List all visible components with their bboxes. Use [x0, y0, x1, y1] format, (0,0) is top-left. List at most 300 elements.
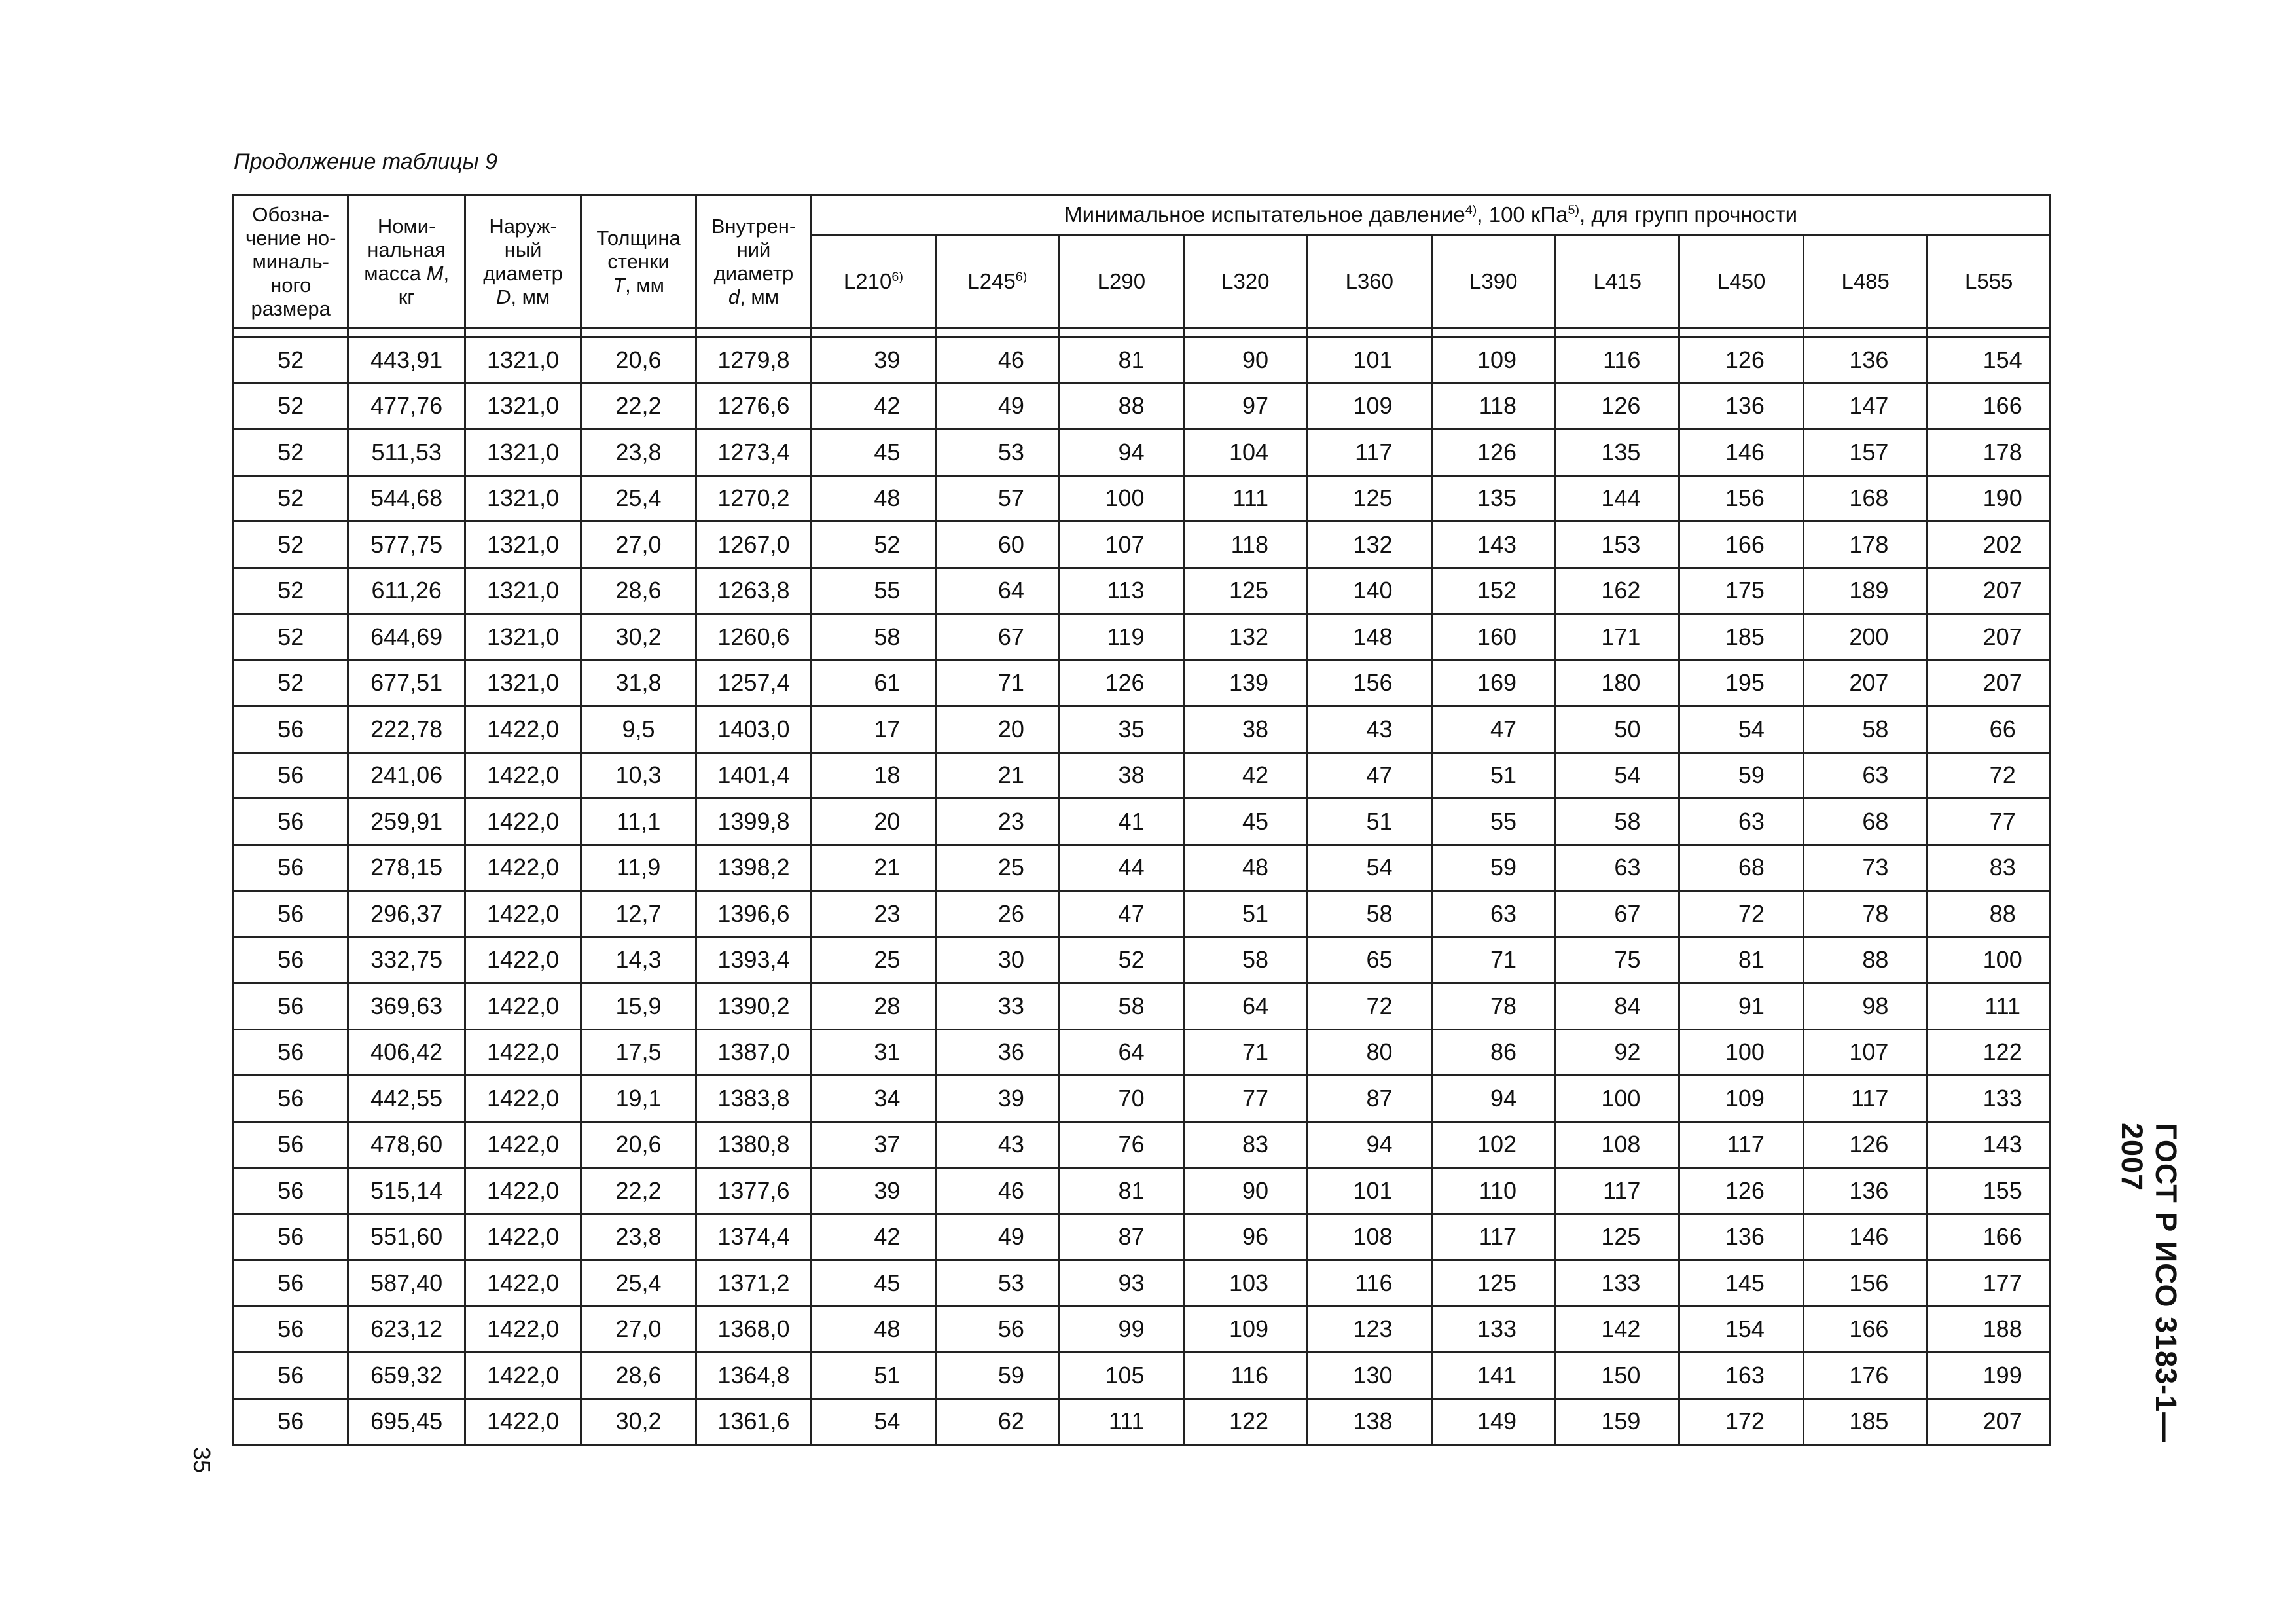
table-row — [234, 937, 2051, 983]
cell-inner-diameter: 1276,6 — [696, 383, 811, 429]
cell-l555: 77 — [1928, 799, 2051, 845]
cell-designation: 56 — [234, 1214, 348, 1260]
cell-l555: 100 — [1928, 937, 2051, 983]
cell-l390: 110 — [1431, 1168, 1555, 1214]
cell-l555: 207 — [1928, 614, 2051, 661]
cell-l210: 28 — [812, 983, 935, 1030]
cell-wall-thickness: 20,6 — [581, 337, 696, 384]
cell-designation: 52 — [234, 383, 348, 429]
cell-inner-diameter: 1368,0 — [696, 1306, 811, 1353]
cell-l290: 99 — [1060, 1306, 1183, 1353]
table-row — [234, 752, 2051, 799]
cell-l290: 64 — [1060, 1029, 1183, 1076]
cell-l390: 169 — [1431, 660, 1555, 706]
cell-designation: 56 — [234, 845, 348, 891]
header-grade-l555: L555 — [1928, 235, 2051, 329]
cell-outer-diameter: 1422,0 — [465, 1306, 581, 1353]
cell-l415: 126 — [1556, 383, 1679, 429]
cell-outer-diameter: 1321,0 — [465, 383, 581, 429]
cell-l555: 154 — [1928, 337, 2051, 384]
cell-l450: 68 — [1679, 845, 1803, 891]
cell-wall-thickness: 25,4 — [581, 475, 696, 522]
cell-wall-thickness: 14,3 — [581, 937, 696, 983]
cell-l290: 100 — [1060, 475, 1183, 522]
table-row — [234, 660, 2051, 706]
cell-l450: 117 — [1679, 1122, 1803, 1168]
cell-l450: 163 — [1679, 1353, 1803, 1399]
cell-l450: 145 — [1679, 1260, 1803, 1307]
cell-l450: 172 — [1679, 1398, 1803, 1445]
cell-l360: 87 — [1308, 1076, 1431, 1122]
cell-l210: 23 — [812, 891, 935, 938]
cell-l485: 98 — [1803, 983, 1927, 1030]
cell-l290: 70 — [1060, 1076, 1183, 1122]
cell-l210: 17 — [812, 706, 935, 753]
cell-l360: 72 — [1308, 983, 1431, 1030]
cell-mass: 369,63 — [348, 983, 465, 1030]
cell-l390: 55 — [1431, 799, 1555, 845]
cell-l390: 86 — [1431, 1029, 1555, 1076]
cell-l450: 166 — [1679, 522, 1803, 568]
table-row — [234, 383, 2051, 429]
cell-l290: 126 — [1060, 660, 1183, 706]
cell-l245: 43 — [935, 1122, 1059, 1168]
cell-l485: 166 — [1803, 1306, 1927, 1353]
cell-l450: 126 — [1679, 1168, 1803, 1214]
cell-l245: 49 — [935, 1214, 1059, 1260]
cell-l210: 48 — [812, 475, 935, 522]
cell-l450: 126 — [1679, 337, 1803, 384]
table-row — [234, 475, 2051, 522]
header-designation: Обозна- чение но- миналь- ного размера — [234, 195, 348, 329]
cell-designation: 56 — [234, 1260, 348, 1307]
cell-l390: 59 — [1431, 845, 1555, 891]
cell-mass: 551,60 — [348, 1214, 465, 1260]
cell-designation: 52 — [234, 337, 348, 384]
cell-l245: 60 — [935, 522, 1059, 568]
cell-l360: 138 — [1308, 1398, 1431, 1445]
cell-l555: 166 — [1928, 1214, 2051, 1260]
cell-mass: 695,45 — [348, 1398, 465, 1445]
cell-l210: 37 — [812, 1122, 935, 1168]
cell-l290: 47 — [1060, 891, 1183, 938]
cell-l360: 80 — [1308, 1029, 1431, 1076]
cell-l290: 58 — [1060, 983, 1183, 1030]
table-row — [234, 1260, 2051, 1307]
cell-l485: 63 — [1803, 752, 1927, 799]
cell-l555: 133 — [1928, 1076, 2051, 1122]
table-row — [234, 706, 2051, 753]
cell-wall-thickness: 28,6 — [581, 568, 696, 614]
cell-designation: 56 — [234, 752, 348, 799]
cell-inner-diameter: 1399,8 — [696, 799, 811, 845]
cell-l210: 61 — [812, 660, 935, 706]
cell-l555: 111 — [1928, 983, 2051, 1030]
cell-l485: 107 — [1803, 1029, 1927, 1076]
cell-l320: 103 — [1183, 1260, 1307, 1307]
cell-l390: 71 — [1431, 937, 1555, 983]
cell-l450: 59 — [1679, 752, 1803, 799]
cell-designation: 52 — [234, 614, 348, 661]
cell-l245: 67 — [935, 614, 1059, 661]
cell-l390: 109 — [1431, 337, 1555, 384]
cell-l245: 57 — [935, 475, 1059, 522]
cell-designation: 52 — [234, 429, 348, 476]
cell-wall-thickness: 23,8 — [581, 429, 696, 476]
cell-l390: 118 — [1431, 383, 1555, 429]
cell-mass: 577,75 — [348, 522, 465, 568]
cell-l450: 156 — [1679, 475, 1803, 522]
table-row — [234, 522, 2051, 568]
cell-outer-diameter: 1321,0 — [465, 614, 581, 661]
cell-l320: 38 — [1183, 706, 1307, 753]
cell-l485: 176 — [1803, 1353, 1927, 1399]
cell-l390: 125 — [1431, 1260, 1555, 1307]
cell-l245: 53 — [935, 1260, 1059, 1307]
cell-l415: 133 — [1556, 1260, 1679, 1307]
cell-l450: 175 — [1679, 568, 1803, 614]
cell-wall-thickness: 9,5 — [581, 706, 696, 753]
cell-outer-diameter: 1321,0 — [465, 337, 581, 384]
cell-designation: 56 — [234, 1168, 348, 1214]
cell-l245: 49 — [935, 383, 1059, 429]
header-grade-l450: L450 — [1679, 235, 1803, 329]
cell-l320: 97 — [1183, 383, 1307, 429]
cell-l290: 119 — [1060, 614, 1183, 661]
cell-l485: 78 — [1803, 891, 1927, 938]
header-grade-l390: L390 — [1431, 235, 1555, 329]
cell-l245: 33 — [935, 983, 1059, 1030]
cell-l485: 68 — [1803, 799, 1927, 845]
cell-l360: 51 — [1308, 799, 1431, 845]
cell-l485: 136 — [1803, 337, 1927, 384]
header-grade-l290: L290 — [1060, 235, 1183, 329]
cell-l210: 34 — [812, 1076, 935, 1122]
cell-l450: 100 — [1679, 1029, 1803, 1076]
cell-l320: 118 — [1183, 522, 1307, 568]
cell-l555: 207 — [1928, 1398, 2051, 1445]
cell-l210: 48 — [812, 1306, 935, 1353]
table-row — [234, 337, 2051, 384]
header-grade-l485: L485 — [1803, 235, 1927, 329]
cell-l415: 150 — [1556, 1353, 1679, 1399]
cell-l360: 140 — [1308, 568, 1431, 614]
cell-outer-diameter: 1422,0 — [465, 891, 581, 938]
cell-l290: 107 — [1060, 522, 1183, 568]
cell-mass: 222,78 — [348, 706, 465, 753]
cell-designation: 56 — [234, 799, 348, 845]
cell-l210: 42 — [812, 1214, 935, 1260]
cell-designation: 56 — [234, 1076, 348, 1122]
cell-l415: 180 — [1556, 660, 1679, 706]
cell-designation: 56 — [234, 1122, 348, 1168]
cell-inner-diameter: 1403,0 — [696, 706, 811, 753]
cell-l390: 47 — [1431, 706, 1555, 753]
cell-wall-thickness: 30,2 — [581, 1398, 696, 1445]
cell-mass: 587,40 — [348, 1260, 465, 1307]
cell-l360: 65 — [1308, 937, 1431, 983]
cell-l320: 58 — [1183, 937, 1307, 983]
cell-l360: 130 — [1308, 1353, 1431, 1399]
cell-l320: 96 — [1183, 1214, 1307, 1260]
cell-wall-thickness: 22,2 — [581, 1168, 696, 1214]
cell-l320: 139 — [1183, 660, 1307, 706]
cell-l415: 92 — [1556, 1029, 1679, 1076]
cell-designation: 56 — [234, 891, 348, 938]
cell-designation: 56 — [234, 1029, 348, 1076]
cell-l245: 25 — [935, 845, 1059, 891]
cell-l390: 78 — [1431, 983, 1555, 1030]
cell-wall-thickness: 28,6 — [581, 1353, 696, 1399]
cell-l485: 117 — [1803, 1076, 1927, 1122]
cell-wall-thickness: 30,2 — [581, 614, 696, 661]
cell-l245: 30 — [935, 937, 1059, 983]
cell-l210: 55 — [812, 568, 935, 614]
cell-l210: 51 — [812, 1353, 935, 1399]
cell-mass: 406,42 — [348, 1029, 465, 1076]
cell-l290: 87 — [1060, 1214, 1183, 1260]
header-spacer — [234, 329, 2051, 337]
cell-outer-diameter: 1422,0 — [465, 1214, 581, 1260]
cell-l555: 122 — [1928, 1029, 2051, 1076]
cell-inner-diameter: 1396,6 — [696, 891, 811, 938]
cell-l245: 71 — [935, 660, 1059, 706]
cell-l485: 189 — [1803, 568, 1927, 614]
cell-mass: 544,68 — [348, 475, 465, 522]
cell-l210: 39 — [812, 337, 935, 384]
cell-outer-diameter: 1321,0 — [465, 660, 581, 706]
cell-l415: 142 — [1556, 1306, 1679, 1353]
cell-l485: 146 — [1803, 1214, 1927, 1260]
cell-outer-diameter: 1422,0 — [465, 983, 581, 1030]
cell-l415: 117 — [1556, 1168, 1679, 1214]
cell-l390: 133 — [1431, 1306, 1555, 1353]
cell-l555: 177 — [1928, 1260, 2051, 1307]
cell-l485: 88 — [1803, 937, 1927, 983]
table-row — [234, 891, 2051, 938]
cell-l415: 58 — [1556, 799, 1679, 845]
cell-l360: 47 — [1308, 752, 1431, 799]
cell-l555: 190 — [1928, 475, 2051, 522]
cell-mass: 241,06 — [348, 752, 465, 799]
cell-l485: 207 — [1803, 660, 1927, 706]
cell-l320: 48 — [1183, 845, 1307, 891]
cell-inner-diameter: 1393,4 — [696, 937, 811, 983]
document-standard-title: ГОСТ Р ИСО 3183-1—2007 — [2115, 1123, 2183, 1443]
page-number: 35 — [188, 1446, 215, 1474]
cell-l415: 100 — [1556, 1076, 1679, 1122]
cell-wall-thickness: 12,7 — [581, 891, 696, 938]
cell-l360: 101 — [1308, 337, 1431, 384]
cell-inner-diameter: 1387,0 — [696, 1029, 811, 1076]
header-inner-diameter: Внутрен- ний диаметр d, мм — [696, 195, 811, 329]
cell-l210: 45 — [812, 429, 935, 476]
cell-l245: 20 — [935, 706, 1059, 753]
cell-l210: 18 — [812, 752, 935, 799]
cell-l415: 162 — [1556, 568, 1679, 614]
cell-l245: 64 — [935, 568, 1059, 614]
cell-l485: 58 — [1803, 706, 1927, 753]
cell-l555: 88 — [1928, 891, 2051, 938]
cell-l485: 168 — [1803, 475, 1927, 522]
cell-l320: 64 — [1183, 983, 1307, 1030]
cell-inner-diameter: 1380,8 — [696, 1122, 811, 1168]
table-row — [234, 614, 2051, 661]
cell-inner-diameter: 1390,2 — [696, 983, 811, 1030]
cell-l290: 76 — [1060, 1122, 1183, 1168]
cell-l415: 125 — [1556, 1214, 1679, 1260]
cell-l390: 117 — [1431, 1214, 1555, 1260]
cell-l245: 59 — [935, 1353, 1059, 1399]
table-row — [234, 845, 2051, 891]
header-grade-l415: L415 — [1556, 235, 1679, 329]
table-row — [234, 1398, 2051, 1445]
cell-l290: 111 — [1060, 1398, 1183, 1445]
cell-l360: 132 — [1308, 522, 1431, 568]
cell-outer-diameter: 1321,0 — [465, 568, 581, 614]
cell-inner-diameter: 1257,4 — [696, 660, 811, 706]
table-row — [234, 1076, 2051, 1122]
cell-l360: 116 — [1308, 1260, 1431, 1307]
header-grade-l360: L360 — [1308, 235, 1431, 329]
cell-outer-diameter: 1422,0 — [465, 937, 581, 983]
cell-l210: 31 — [812, 1029, 935, 1076]
cell-designation: 52 — [234, 475, 348, 522]
cell-l450: 185 — [1679, 614, 1803, 661]
cell-l360: 109 — [1308, 383, 1431, 429]
header-outer-diameter: Наруж- ный диаметр D, мм — [465, 195, 581, 329]
cell-outer-diameter: 1422,0 — [465, 752, 581, 799]
cell-l555: 178 — [1928, 429, 2051, 476]
cell-wall-thickness: 20,6 — [581, 1122, 696, 1168]
cell-l390: 152 — [1431, 568, 1555, 614]
cell-l210: 25 — [812, 937, 935, 983]
cell-l320: 83 — [1183, 1122, 1307, 1168]
table-row — [234, 983, 2051, 1030]
cell-designation: 56 — [234, 1353, 348, 1399]
cell-mass: 296,37 — [348, 891, 465, 938]
cell-l360: 94 — [1308, 1122, 1431, 1168]
cell-outer-diameter: 1422,0 — [465, 1029, 581, 1076]
table-row — [234, 568, 2051, 614]
cell-outer-diameter: 1422,0 — [465, 799, 581, 845]
cell-wall-thickness: 31,8 — [581, 660, 696, 706]
cell-outer-diameter: 1422,0 — [465, 1122, 581, 1168]
cell-l450: 72 — [1679, 891, 1803, 938]
cell-inner-diameter: 1263,8 — [696, 568, 811, 614]
cell-designation: 52 — [234, 522, 348, 568]
cell-l485: 157 — [1803, 429, 1927, 476]
cell-l320: 71 — [1183, 1029, 1307, 1076]
cell-l415: 153 — [1556, 522, 1679, 568]
cell-l450: 154 — [1679, 1306, 1803, 1353]
cell-l415: 135 — [1556, 429, 1679, 476]
cell-wall-thickness: 15,9 — [581, 983, 696, 1030]
cell-l485: 156 — [1803, 1260, 1927, 1307]
cell-l360: 125 — [1308, 475, 1431, 522]
cell-l210: 21 — [812, 845, 935, 891]
cell-l210: 58 — [812, 614, 935, 661]
cell-l555: 199 — [1928, 1353, 2051, 1399]
cell-l415: 144 — [1556, 475, 1679, 522]
table-row — [234, 1214, 2051, 1260]
cell-l555: 72 — [1928, 752, 2051, 799]
cell-l320: 42 — [1183, 752, 1307, 799]
cell-mass: 442,55 — [348, 1076, 465, 1122]
cell-l360: 108 — [1308, 1214, 1431, 1260]
cell-l390: 94 — [1431, 1076, 1555, 1122]
cell-l415: 50 — [1556, 706, 1679, 753]
cell-outer-diameter: 1422,0 — [465, 1168, 581, 1214]
cell-l555: 155 — [1928, 1168, 2051, 1214]
cell-wall-thickness: 27,0 — [581, 522, 696, 568]
table-row — [234, 1353, 2051, 1399]
cell-l320: 77 — [1183, 1076, 1307, 1122]
cell-outer-diameter: 1422,0 — [465, 1353, 581, 1399]
cell-l210: 42 — [812, 383, 935, 429]
cell-designation: 52 — [234, 660, 348, 706]
cell-l555: 188 — [1928, 1306, 2051, 1353]
cell-l555: 143 — [1928, 1122, 2051, 1168]
cell-l450: 136 — [1679, 1214, 1803, 1260]
cell-l555: 207 — [1928, 660, 2051, 706]
cell-mass: 611,26 — [348, 568, 465, 614]
cell-designation: 56 — [234, 1306, 348, 1353]
header-wall-thickness: Толщина стенки T, мм — [581, 195, 696, 329]
cell-mass: 259,91 — [348, 799, 465, 845]
cell-wall-thickness: 25,4 — [581, 1260, 696, 1307]
cell-outer-diameter: 1321,0 — [465, 429, 581, 476]
cell-l390: 102 — [1431, 1122, 1555, 1168]
table-row — [234, 799, 2051, 845]
cell-l290: 93 — [1060, 1260, 1183, 1307]
cell-l320: 122 — [1183, 1398, 1307, 1445]
cell-l290: 52 — [1060, 937, 1183, 983]
cell-l485: 147 — [1803, 383, 1927, 429]
cell-mass: 511,53 — [348, 429, 465, 476]
cell-l390: 141 — [1431, 1353, 1555, 1399]
cell-l450: 195 — [1679, 660, 1803, 706]
cell-l290: 113 — [1060, 568, 1183, 614]
cell-wall-thickness: 19,1 — [581, 1076, 696, 1122]
pressure-table — [232, 194, 2051, 1446]
cell-l390: 149 — [1431, 1398, 1555, 1445]
cell-l210: 54 — [812, 1398, 935, 1445]
cell-l450: 54 — [1679, 706, 1803, 753]
cell-designation: 56 — [234, 1398, 348, 1445]
cell-l320: 51 — [1183, 891, 1307, 938]
cell-l290: 94 — [1060, 429, 1183, 476]
cell-l555: 202 — [1928, 522, 2051, 568]
cell-inner-diameter: 1279,8 — [696, 337, 811, 384]
cell-l210: 52 — [812, 522, 935, 568]
cell-l450: 81 — [1679, 937, 1803, 983]
cell-l320: 125 — [1183, 568, 1307, 614]
cell-inner-diameter: 1273,4 — [696, 429, 811, 476]
cell-l450: 109 — [1679, 1076, 1803, 1122]
cell-l245: 62 — [935, 1398, 1059, 1445]
cell-mass: 659,32 — [348, 1353, 465, 1399]
table-row — [234, 1122, 2051, 1168]
cell-l245: 23 — [935, 799, 1059, 845]
cell-l320: 111 — [1183, 475, 1307, 522]
cell-wall-thickness: 11,9 — [581, 845, 696, 891]
cell-inner-diameter: 1267,0 — [696, 522, 811, 568]
header-pressure-group: Минимальное испытательное давление$^{4)}$, 100 кПа$^{5)}$, для групп прочности — [812, 195, 2051, 235]
cell-l290: 44 — [1060, 845, 1183, 891]
cell-mass: 623,12 — [348, 1306, 465, 1353]
cell-wall-thickness: 17,5 — [581, 1029, 696, 1076]
